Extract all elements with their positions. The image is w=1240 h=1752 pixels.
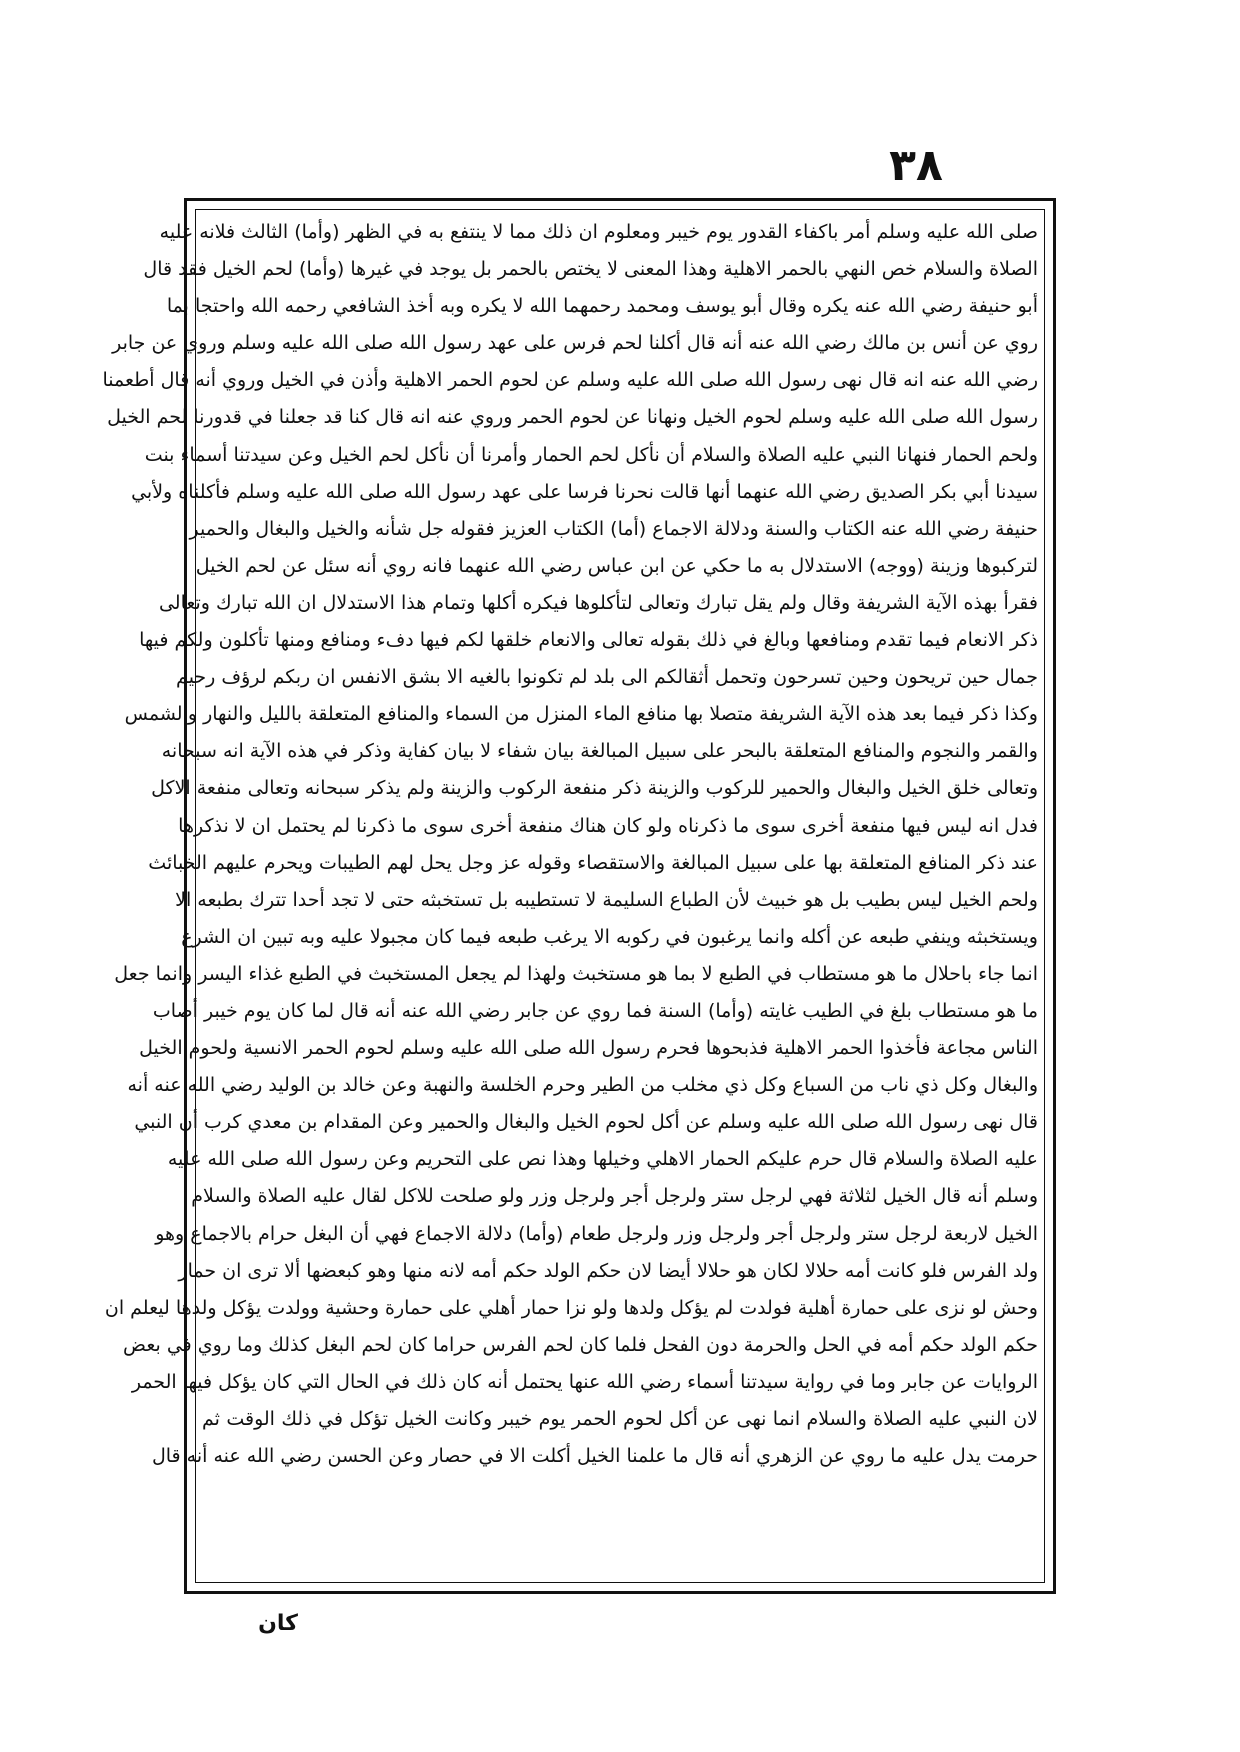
text-line: الروايات عن جابر وما في رواية سيدتنا أسماء رضي الله عنها يحتمل أنه كان ذلك في الحال التي كان يؤكل فيها الحمر [131, 1370, 1038, 1393]
text-line: عند ذكر المنافع المتعلقة بها على سبيل المبالغة والاستقصاء وقوله عز وجل يحل لهم الطيبات ويحرم عليهم الخبائث [148, 851, 1038, 874]
text-line: قال نهى رسول الله صلى الله عليه وسلم عن أكل لحوم الخيل والبغال والحمير وعن المقدام بن معدي كرب أن النبي [134, 1111, 1038, 1134]
text-line: صلى الله عليه وسلم أمر باكفاء القدور يوم خيبر ومعلوم ان ذلك مما لا ينتفع به في الظهر (وأما) الثالث فلانه عليه [159, 221, 1038, 243]
text-line: وحش لو نزى على حمارة أهلية فولدت لم يؤكل ولدها ولو نزا حمار أهلي على حمارة وحشية وولدت يؤكل ولدها ليعلم ان [104, 1296, 1038, 1319]
text-line [202, 1475, 1038, 1512]
text-line: الناس مجاعة فأخذوا الحمر الاهلية فذبحوها فحرم رسول الله صلى الله عليه وسلم لحوم الحمر الانسية ولحوم الخيل [139, 1037, 1038, 1060]
text-line: فقرأ بهذه الآية الشريفة وقال ولم يقل تبارك وتعالى لتأكلوها فيكره أكلها وتمام هذا الاستدلال ان الله تبارك وتعالى [158, 591, 1038, 614]
text-line: ولحم الحمار فنهانا النبي عليه الصلاة والسلام أن نأكل لحم الحمار وأمرنا أن نأكل لحم الخيل وعن سيدتنا أسماء بنت [144, 443, 1038, 466]
text-line: حرمت يدل عليه ما روي عن الزهري أنه قال ما علمنا الخيل أكلت الا في حصار وعن الحسن رضي الله عنه أنه قال [151, 1445, 1038, 1468]
text-line: لتركبوها وزينة (ووجه) الاستدلال به ما حكي عن ابن عباس رضي الله عنهما فانه روي أنه سئل عن لحم الخيل [195, 554, 1038, 577]
text-block [102, 209, 1045, 1583]
text-line: رسول الله صلى الله عليه وسلم لحوم الخيل ونهانا عن لحوم الحمر وروي عنه انه قال كنا قد جعلنا في قدورنا لحم الخيل [107, 406, 1038, 429]
text-line: ويستخبثه وينفي طبعه عن أكله وانما يرغبون في ركوبه الا يرغب طبعه فيما كان مجبولا عليه وبه تبين ان الشرع [181, 925, 1038, 948]
text-line: أبو حنيفة رضي الله عنه يكره وقال أبو يوسف ومحمد رحمهما الله لا يكره وبه أخذ الشافعي رحمه الله واحتجا بما [166, 295, 1038, 318]
text-line: الصلاة والسلام خص النهي بالحمر الاهلية وهذا المعنى لا يختص بالحمر بل يوجد في غيرها (وأما) لحم الخيل فقد قال [143, 258, 1038, 281]
text-line: انما جاء باحلال ما هو مستطاب في الطبع لا بما هو مستخبث ولهذا لم يجعل المستخبث في الطبع غذاء اليسر وانما جعل [114, 962, 1038, 985]
text-line: حنيفة رضي الله عنه الكتاب والسنة ودلالة الاجماع (أما) الكتاب العزيز فقوله جل شأنه والخيل والبغال والحمير [189, 517, 1038, 540]
text-lines [102, 214, 1038, 1512]
text-line: وكذا ذكر فيما بعد هذه الآية الشريفة متصلا بها منافع الماء المنزل من السماء والمنافع المتعلقة بالليل والنهار والشمس [124, 703, 1038, 726]
text-line: ما هو مستطاب بلغ في الطيب غايته (وأما) السنة فما روي عن جابر رضي الله عنه أنه قال لما كان يوم خيبر أصاب [152, 999, 1038, 1022]
text-line: والقمر والنجوم والمنافع المتعلقة بالبحر على سبيل المبالغة بيان شفاء لا بيان كفاية وذكر في هذه الآية انه سبحانه [161, 740, 1038, 763]
text-line: سيدنا أبي بكر الصديق رضي الله عنهما أنها قالت نحرنا فرسا على عهد رسول الله صلى الله عليه وسلم فأكلناه ولأبي [131, 480, 1038, 503]
page-number: ۳۸ [889, 140, 943, 191]
text-line: روي عن أنس بن مالك رضي الله عنه أنه قال أكلنا لحم فرس على عهد رسول الله صلى الله عليه وسلم وروي عن جابر [112, 332, 1038, 355]
text-line: وسلم أنه قال الخيل لثلاثة فهي لرجل ستر ولرجل أجر ولرجل وزر ولو صلحت للاكل لقال عليه الصلاة والسلام [191, 1185, 1038, 1208]
text-line: جمال حين تريحون وحين تسرحون وتحمل أثقالكم الى بلد لم تكونوا بالغيه الا بشق الانفس ان ربكم لرؤف رحيم [176, 666, 1038, 689]
page-frame [102, 198, 1056, 1594]
text-line: وتعالى خلق الخيل والبغال والحمير للركوب والزينة ذكر منفعة الركوب والزينة ولم يذكر سبحانه وتعالى منفعة الاكل [151, 777, 1038, 800]
text-line: فدل انه ليس فيها منفعة أخرى سوى ما ذكرناه ولو كان هناك منفعة أخرى سوى ما ذكرنا لم يحتمل ان لا نذكرها [178, 814, 1038, 837]
text-line: حكم الولد حكم أمه في الحل والحرمة دون الفحل فلما كان لحم الفرس حراما كان لحم البغل كذلك وما روي في بعض [123, 1333, 1038, 1356]
text-line: عليه الصلاة والسلام قال حرم عليكم الحمار الاهلي وخيلها وهذا نص على التحريم وعن رسول الله صلى الله عليه [167, 1148, 1038, 1171]
text-line: رضي الله عنه انه قال نهى رسول الله صلى الله عليه وسلم عن لحوم الحمر الاهلية وأذن في الخيل وروي أنه قال أطعمنا [102, 369, 1038, 392]
text-line: ولحم الخيل ليس بطيب بل هو خبيث لأن الطباع السليمة لا تستطيبه بل تستخبثه حتى لا تجد أحدا تترك بطبعه الا [175, 888, 1038, 911]
text-line: الخيل لاربعة لرجل ستر ولرجل أجر ولرجل وزر ولرجل طعام (وأما) دلالة الاجماع فهي أن البغل حرام بالاجماع وهو [155, 1222, 1038, 1245]
text-line: لان النبي عليه الصلاة والسلام انما نهى عن أكل لحوم الحمر يوم خيبر وكانت الخيل تؤكل في ذلك الوقت ثم [202, 1408, 1038, 1430]
text-line: ذكر الانعام فيما تقدم ومنافعها وبالغ في ذلك بقوله تعالى والانعام خلقها لكم فيها دفء ومنافع ومنها تأكلون ولكم فيها [139, 629, 1038, 652]
catchword: كان [258, 1611, 298, 1636]
text-line: ولد الفرس فلو كانت أمه حلالا لكان هو حلالا أيضا لان حكم الولد حكم أمه لانه منها وهو كبعضها ألا ترى ان حمار [178, 1259, 1038, 1282]
text-line: والبغال وكل ذي ناب من السباع وكل ذي مخلب من الطير وحرم الخلسة والنهبة وعن خالد بن الوليد رضي الله عنه أنه [127, 1074, 1038, 1097]
